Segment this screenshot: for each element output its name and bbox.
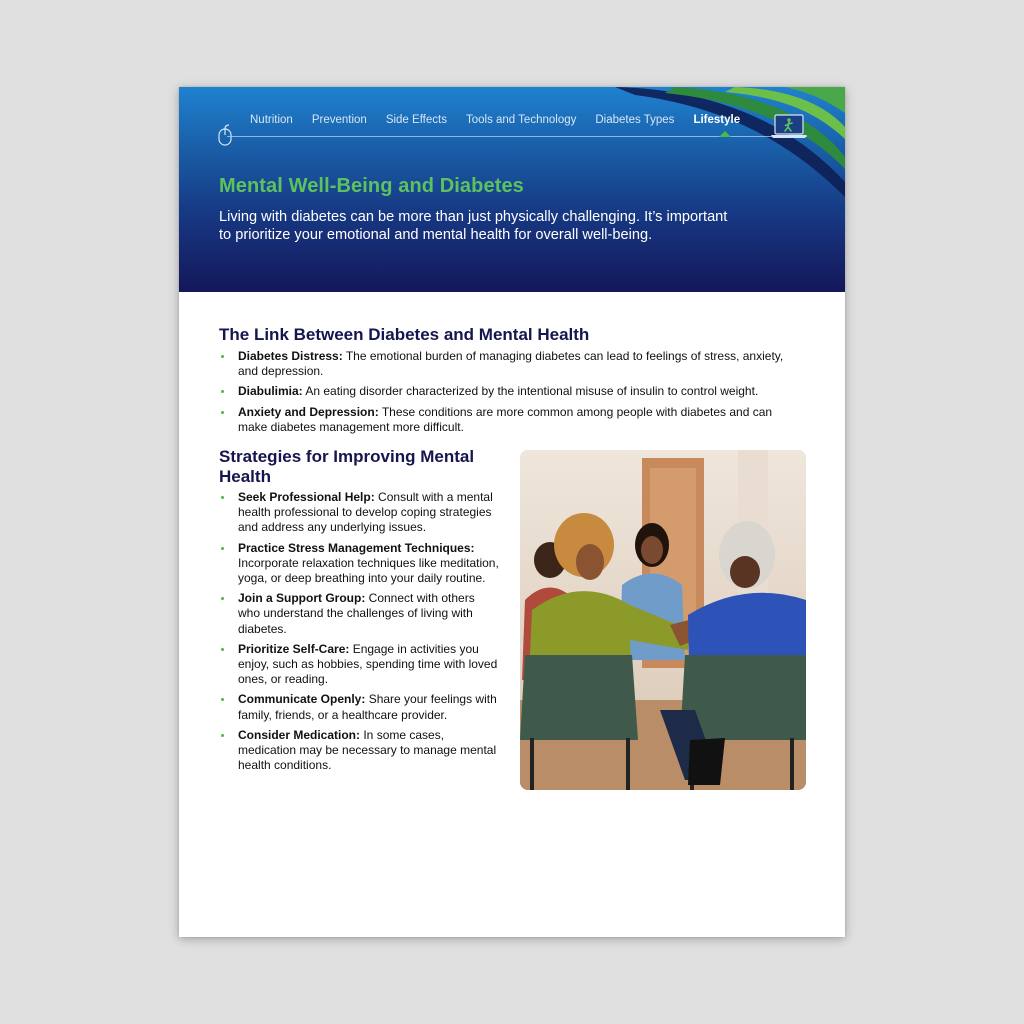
list-item-term: Prioritize Self-Care: bbox=[238, 641, 350, 656]
active-tab-indicator bbox=[719, 131, 731, 137]
header-banner bbox=[179, 87, 845, 292]
list-item bbox=[219, 349, 804, 379]
computer-mouse-icon bbox=[218, 124, 232, 146]
list-item-text: Incorporate relaxation techniques like meditation, yoga, or deep breathing into your daily routine. bbox=[238, 555, 499, 586]
list-item bbox=[219, 642, 499, 688]
nav-item-tools-and-technology[interactable]: Tools and Technology bbox=[465, 114, 577, 126]
list-item-text: The emotional burden of managing diabetes can lead to feelings of stress, anxiety, and depression. bbox=[238, 349, 784, 379]
document-page bbox=[179, 87, 845, 937]
list-item bbox=[219, 728, 499, 774]
list-item-term: Consider Medication: bbox=[238, 727, 361, 742]
list-item-text: In some cases, medication may be necessary to manage mental health conditions. bbox=[238, 727, 497, 773]
list-item-term: Practice Stress Management Techniques: bbox=[238, 540, 475, 555]
list-item bbox=[219, 405, 804, 435]
nav-item-prevention[interactable]: Prevention bbox=[311, 114, 367, 126]
nav-item-nutrition[interactable]: Nutrition bbox=[250, 114, 293, 126]
laptop-walking-person-icon bbox=[770, 114, 808, 140]
strategies-list bbox=[219, 490, 499, 778]
list-item-text: These conditions are more common among people with diabetes and can make diabetes management more difficult. bbox=[238, 404, 773, 434]
link-section-heading: The Link Between Diabetes and Mental Health bbox=[219, 325, 590, 344]
strategies-heading: Strategies for Improving Mental Health bbox=[219, 447, 475, 486]
list-item-term: Anxiety and Depression: bbox=[238, 404, 379, 419]
list-item-term: Communicate Openly: bbox=[238, 692, 366, 707]
list-item-term: Join a Support Group: bbox=[238, 591, 366, 606]
list-item bbox=[219, 692, 499, 722]
nav-item-side-effects[interactable]: Side Effects bbox=[385, 114, 447, 126]
list-item bbox=[219, 541, 499, 587]
list-item bbox=[219, 384, 804, 399]
intro-text: Living with diabetes can be more than just physically challenging. It’s important to prioritize your emotional and mental health for overall well-being. bbox=[219, 209, 728, 243]
list-item-text: Consult with a mental health professional to develop coping strategies and address any underlying issues. bbox=[238, 490, 493, 535]
nav-item-diabetes-types[interactable]: Diabetes Types bbox=[595, 114, 675, 126]
list-item bbox=[219, 591, 499, 637]
list-item-text: Share your feelings with family, friends, or a healthcare provider. bbox=[238, 692, 497, 722]
list-item-term: Seek Professional Help: bbox=[238, 490, 375, 504]
link-section-list bbox=[219, 349, 804, 440]
top-navigation bbox=[250, 114, 759, 126]
list-item-term: Diabulimia: bbox=[238, 384, 303, 399]
support-group-illustration bbox=[520, 450, 806, 790]
page-title: Mental Well-Being and Diabetes bbox=[219, 175, 524, 197]
swoosh-decoration bbox=[615, 87, 845, 197]
list-item-text: Engage in activities you enjoy, such as hobbies, spending time with loved ones, or reading. bbox=[238, 641, 498, 687]
support-group-photo bbox=[520, 450, 806, 790]
list-item-text: An eating disorder characterized by the intentional misuse of insulin to control weight. bbox=[302, 384, 759, 399]
nav-item-lifestyle[interactable]: Lifestyle bbox=[693, 114, 741, 126]
list-item-text: Connect with others who understand the challenges of living with diabetes. bbox=[238, 591, 475, 636]
list-item-term: Diabetes Distress: bbox=[238, 349, 343, 363]
list-item bbox=[219, 490, 499, 536]
